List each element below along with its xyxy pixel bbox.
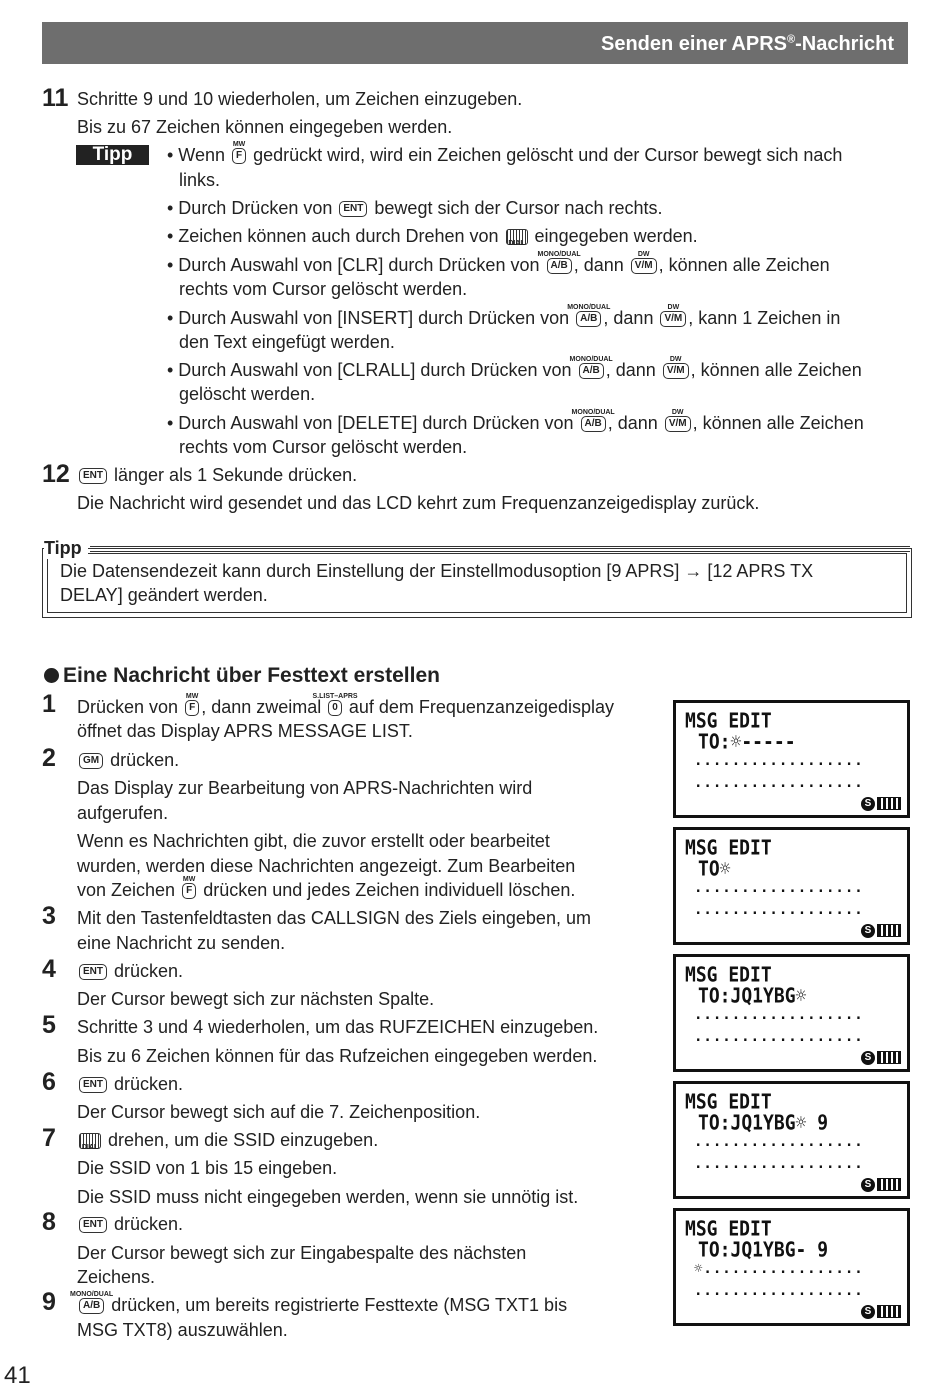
ab-key-icon: MONO/DUAL A/B <box>79 1298 104 1314</box>
ent-key-icon: ENT <box>79 1217 107 1233</box>
battery-icon <box>877 1178 901 1191</box>
ent-key-icon: ENT <box>79 1077 107 1093</box>
step-text: Schritte 9 und 10 wiederholen, um Zeichen einzugeben. <box>77 89 523 109</box>
step-text: Drücken von MW F , dann zweimal S.LIST–APRS 0 auf dem Frequenzanzeigedisplay <box>77 693 615 717</box>
f-key-icon: MW F <box>185 700 199 716</box>
step-number: 7 <box>42 1124 56 1152</box>
step-number: 9 <box>42 1288 56 1316</box>
step-number: 11 <box>42 84 69 112</box>
vm-key-icon: DW V/M <box>660 311 686 327</box>
s-badge-icon: S <box>861 1305 875 1319</box>
step-text: Die SSID von 1 bis 15 eingeben. <box>77 1158 338 1178</box>
ent-key-icon: ENT <box>339 201 367 217</box>
s-badge-icon: S <box>861 1178 875 1192</box>
step-number: 12 <box>42 460 70 488</box>
tip-bullet: • Durch Drücken von ENT bewegt sich der Cursor nach rechts. <box>167 198 663 218</box>
step-text: ENT drücken. <box>77 960 183 982</box>
lcd-display: MSG EDIT TO:☼----- .................. .................. S <box>673 700 910 818</box>
page-number: 41 <box>4 1362 31 1389</box>
step-text: Zeichens. <box>77 1267 156 1287</box>
step-number: 8 <box>42 1208 56 1236</box>
step-text: ENT länger als 1 Sekunde drücken. <box>77 464 357 486</box>
tip-text: DELAY] geändert werden. <box>60 585 268 605</box>
tip-box <box>42 548 912 618</box>
step-text: Mit den Tastenfeldtasten das CALLSIGN des Ziels eingeben, um <box>77 908 591 928</box>
lcd-display: MSG EDIT TO:JQ1YBG☼ 9 .................. .................. S <box>673 1081 910 1199</box>
step-text: Die SSID muss nicht eingegeben werden, wenn sie unnötig ist. <box>77 1187 579 1207</box>
tip-bullet: • Durch Auswahl von [CLR] durch Drücken von MONO/DUAL A/B , dann DW V/M , können alle Zeichen <box>167 251 830 275</box>
step-text: Die Nachricht wird gesendet und das LCD kehrt zum Frequenzanzeigedisplay zurück. <box>77 493 760 513</box>
section-title: Eine Nachricht über Festtext erstellen <box>44 664 440 688</box>
tip-bullet: • Zeichen können auch durch Drehen von DIAL eingegeben werden. <box>167 226 698 248</box>
battery-icon <box>877 1051 901 1064</box>
step-number: 1 <box>42 690 56 718</box>
step-text: ENT drücken. <box>77 1213 183 1235</box>
step-text: öffnet das Display APRS MESSAGE LIST. <box>77 721 413 741</box>
s-badge-icon: S <box>861 1051 875 1065</box>
tip-bullet: • Wenn MW F gedrückt wird, wird ein Zeichen gelöscht und der Cursor bewegt sich nach <box>167 141 843 165</box>
ab-key-icon: MONO/DUAL A/B <box>579 363 604 379</box>
f-key-icon: MW F <box>182 883 196 899</box>
ent-key-icon: ENT <box>79 964 107 980</box>
s-badge-icon: S <box>861 797 875 811</box>
ab-key-icon: MONO/DUAL A/B <box>547 258 572 274</box>
vm-key-icon: DW V/M <box>631 258 657 274</box>
tip-text: Die Datensendezeit kann durch Einstellung der Einstellmodusoption [9 APRS] → [12 APRS TX <box>60 561 814 581</box>
zero-key-icon: S.LIST–APRS 0 <box>328 700 342 716</box>
step-text: ENT drücken. <box>77 1073 183 1095</box>
tip-bullet-cont: gelöscht werden. <box>179 384 316 404</box>
header-bar <box>42 22 908 64</box>
vm-key-icon: DW V/M <box>663 363 689 379</box>
tipp-badge: Tipp <box>76 145 149 165</box>
step-text: wurden, werden diese Nachrichten angezeigt. Zum Bearbeiten <box>77 856 576 876</box>
step-text: Das Display zur Bearbeitung von APRS-Nachrichten wird <box>77 778 533 798</box>
vm-key-icon: DW V/M <box>665 416 691 432</box>
battery-icon <box>877 1305 901 1318</box>
ent-key-icon: ENT <box>79 468 107 484</box>
tip-bullet-cont: rechts vom Cursor gelöscht werden. <box>179 437 468 457</box>
step-number: 5 <box>42 1011 56 1039</box>
tip-bullet-cont: rechts vom Cursor gelöscht werden. <box>179 279 468 299</box>
tip-bullet-cont: links. <box>179 170 221 190</box>
step-text: Bis zu 6 Zeichen können für das Rufzeichen eingegeben werden. <box>77 1046 598 1066</box>
step-text: von Zeichen MW F drücken und jedes Zeichen individuell löschen. <box>77 876 576 900</box>
step-text: Der Cursor bewegt sich auf die 7. Zeichenposition. <box>77 1102 481 1122</box>
step-text: Der Cursor bewegt sich zur Eingabespalte des nächsten <box>77 1243 527 1263</box>
step-text: Bis zu 67 Zeichen können eingegeben werden. <box>77 117 453 137</box>
battery-icon <box>877 797 901 810</box>
page-header-title: Senden einer APRS®-Nachricht <box>601 33 894 55</box>
gm-key-icon: GM <box>79 753 103 769</box>
f-key-icon: MW F <box>232 148 246 164</box>
tip-bullet-cont: den Text eingefügt werden. <box>179 332 395 352</box>
step-number: 3 <box>42 902 56 930</box>
ab-key-icon: MONO/DUAL A/B <box>576 311 601 327</box>
step-number: 2 <box>42 744 56 772</box>
s-badge-icon: S <box>861 924 875 938</box>
ab-key-icon: MONO/DUAL A/B <box>581 416 606 432</box>
step-text: eine Nachricht zu senden. <box>77 933 286 953</box>
tip-bullet: • Durch Auswahl von [CLRALL] durch Drücken von MONO/DUAL A/B , dann DW V/M , können alle Zeichen <box>167 356 862 380</box>
tip-bullet: • Durch Auswahl von [INSERT] durch Drücken von MONO/DUAL A/B , dann DW V/M , kann 1 Zeichen in <box>167 304 841 328</box>
bullet-icon <box>44 668 59 683</box>
tip-bullet: • Durch Auswahl von [DELETE] durch Drücken von MONO/DUAL A/B , dann DW V/M , können alle Zeichen <box>167 409 864 433</box>
step-text: MSG TXT8) auszuwählen. <box>77 1320 288 1340</box>
step-number: 4 <box>42 955 56 983</box>
dial-icon: DIAL <box>506 229 528 245</box>
step-text: DIAL drehen, um die SSID einzugeben. <box>77 1129 378 1151</box>
lcd-display: MSG EDIT TO☼ .................. .................. S <box>673 827 910 945</box>
lcd-display: MSG EDIT TO:JQ1YBG- 9 ☼................. .................. S <box>673 1208 910 1326</box>
dial-icon: DIAL <box>79 1133 101 1149</box>
step-number: 6 <box>42 1068 56 1096</box>
step-text: Wenn es Nachrichten gibt, die zuvor erstellt oder bearbeitet <box>77 831 550 851</box>
step-text: GM drücken. <box>77 749 179 771</box>
step-text: Der Cursor bewegt sich zur nächsten Spalte. <box>77 989 435 1009</box>
tip-label: Tipp <box>44 538 88 559</box>
step-text: aufgerufen. <box>77 803 169 823</box>
step-text: Schritte 3 und 4 wiederholen, um das RUFZEICHEN einzugeben. <box>77 1017 599 1037</box>
battery-icon <box>877 924 901 937</box>
lcd-display: MSG EDIT TO:JQ1YBG☼ .................. .................. S <box>673 954 910 1072</box>
step-text: MONO/DUAL A/B drücken, um bereits registrierte Festtexte (MSG TXT1 bis <box>70 1291 568 1315</box>
